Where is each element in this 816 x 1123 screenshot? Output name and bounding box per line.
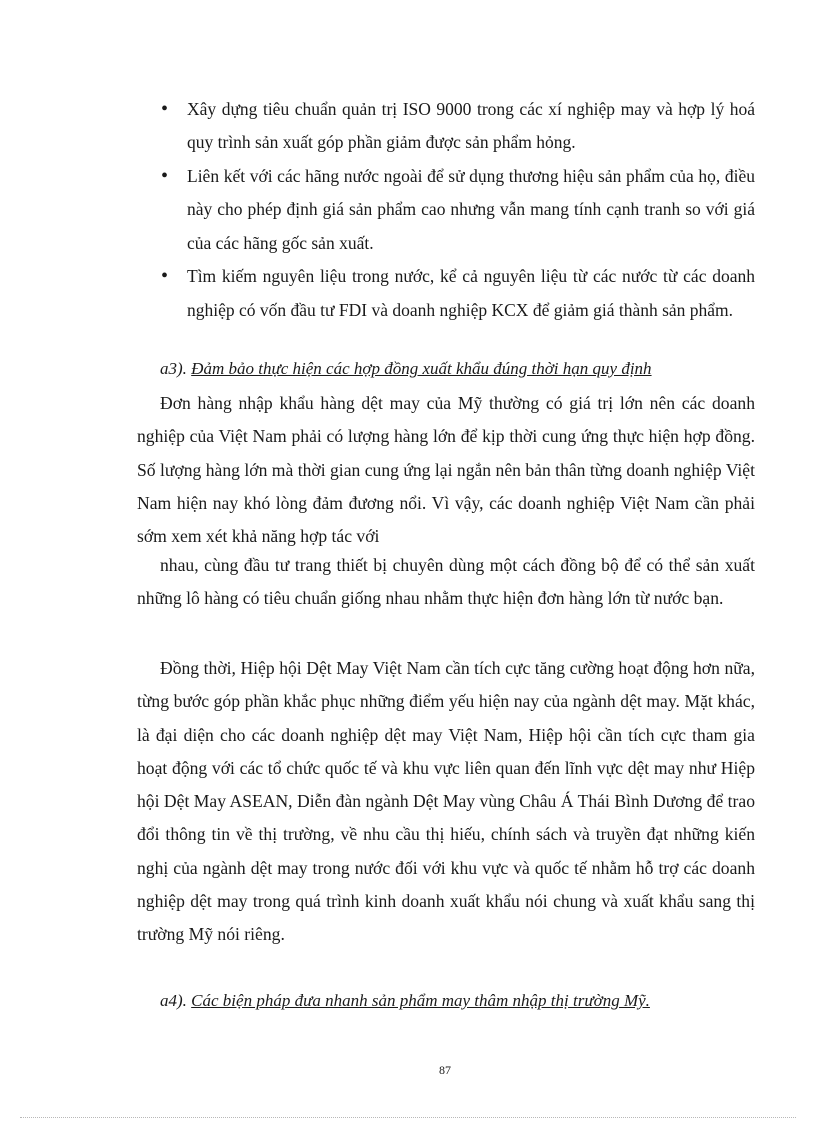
body-paragraph: Đồng thời, Hiệp hội Dệt May Việt Nam cần tích cực tăng cường hoạt động hơn nữa, từng bước góp phần khắc phục những điểm yếu hiện nay của ngành dệt may. Mặt khác, là đại diện cho các doanh nghiệp dệt may Việt Nam, Hiệp hội cần tích cực tham gia hoạt động với các tổ chức quốc tế và khu vực liên quan đến lĩnh vực dệt may như Hiệp hội Dệt May ASEAN, Diễn đàn ngành Dệt May vùng Châu Á Thái Bình Dương để trao đổi thông tin về thị trường, về nhu cầu thị hiếu, chính sách và truyền đạt những kiến nghị của ngành dệt may trong nước đối với khu vực và quốc tế nhằm hỗ trợ các doanh nghiệp dệt may trong quá trình kinh doanh xuất khẩu nói chung và xuất khẩu sang thị trường Mỹ nói riêng. bbox=[137, 658, 755, 945]
bullet-item-foreign-brands: • Liên kết với các hãng nước ngoài để sử dụng thương hiệu sản phẩm của họ, điều này cho phép định giá sản phẩm cao nhưng vẫn mang tính cạnh tranh so với giá của các hãng gốc sản xuất. bbox=[160, 160, 755, 260]
page-number: 87 bbox=[439, 1063, 451, 1077]
section-title-a3: Đảm bảo thực hiện các hợp đồng xuất khẩu đúng thời hạn quy định bbox=[191, 359, 652, 378]
section-heading-a4 bbox=[160, 987, 650, 1015]
measures-bullet-list bbox=[160, 93, 755, 328]
bullet-item-iso9000: • Xây dựng tiêu chuẩn quản trị ISO 9000 trong các xí nghiệp may và hợp lý hoá quy trình sản xuất góp phần giảm được sản phẩm hỏng. bbox=[160, 93, 755, 160]
body-paragraph: nhau, cùng đầu tư trang thiết bị chuyên dùng một cách đồng bộ để có thể sản xuất những lô hàng có tiêu chuẩn giống nhau nhằm thực hiện đơn hàng lớn từ nước bạn. bbox=[137, 555, 755, 609]
section-label-a3: a3). bbox=[160, 359, 192, 378]
section-heading-a3 bbox=[160, 355, 652, 383]
section-label-a4: a4). bbox=[160, 991, 192, 1010]
section-title-a4: Các biện pháp đưa nhanh sản phẩm may thâm nhập thị trường Mỹ. bbox=[191, 991, 650, 1010]
body-paragraph: Đơn hàng nhập khẩu hàng dệt may của Mỹ thường có giá trị lớn nên các doanh nghiệp của Việt Nam phải có lượng hàng lớn để kịp thời cung ứng thực hiện hợp đồng. Số lượng hàng lớn mà thời gian cung ứng lại ngắn nên bản thân từng doanh nghiệp Việt Nam hiện nay khó lòng đảm đương nổi. Vì vậy, các doanh nghiệp Việt Nam cần phải sớm xem xét khả năng hợp tác với bbox=[137, 393, 755, 547]
bullet-item-domestic-materials: • Tìm kiếm nguyên liệu trong nước, kể cả nguyên liệu từ các nước từ các doanh nghiệp có vốn đầu tư FDI và doanh nghiệp KCX để giảm giá thành sản phẩm. bbox=[160, 260, 755, 327]
page-bottom-divider bbox=[20, 1117, 796, 1118]
